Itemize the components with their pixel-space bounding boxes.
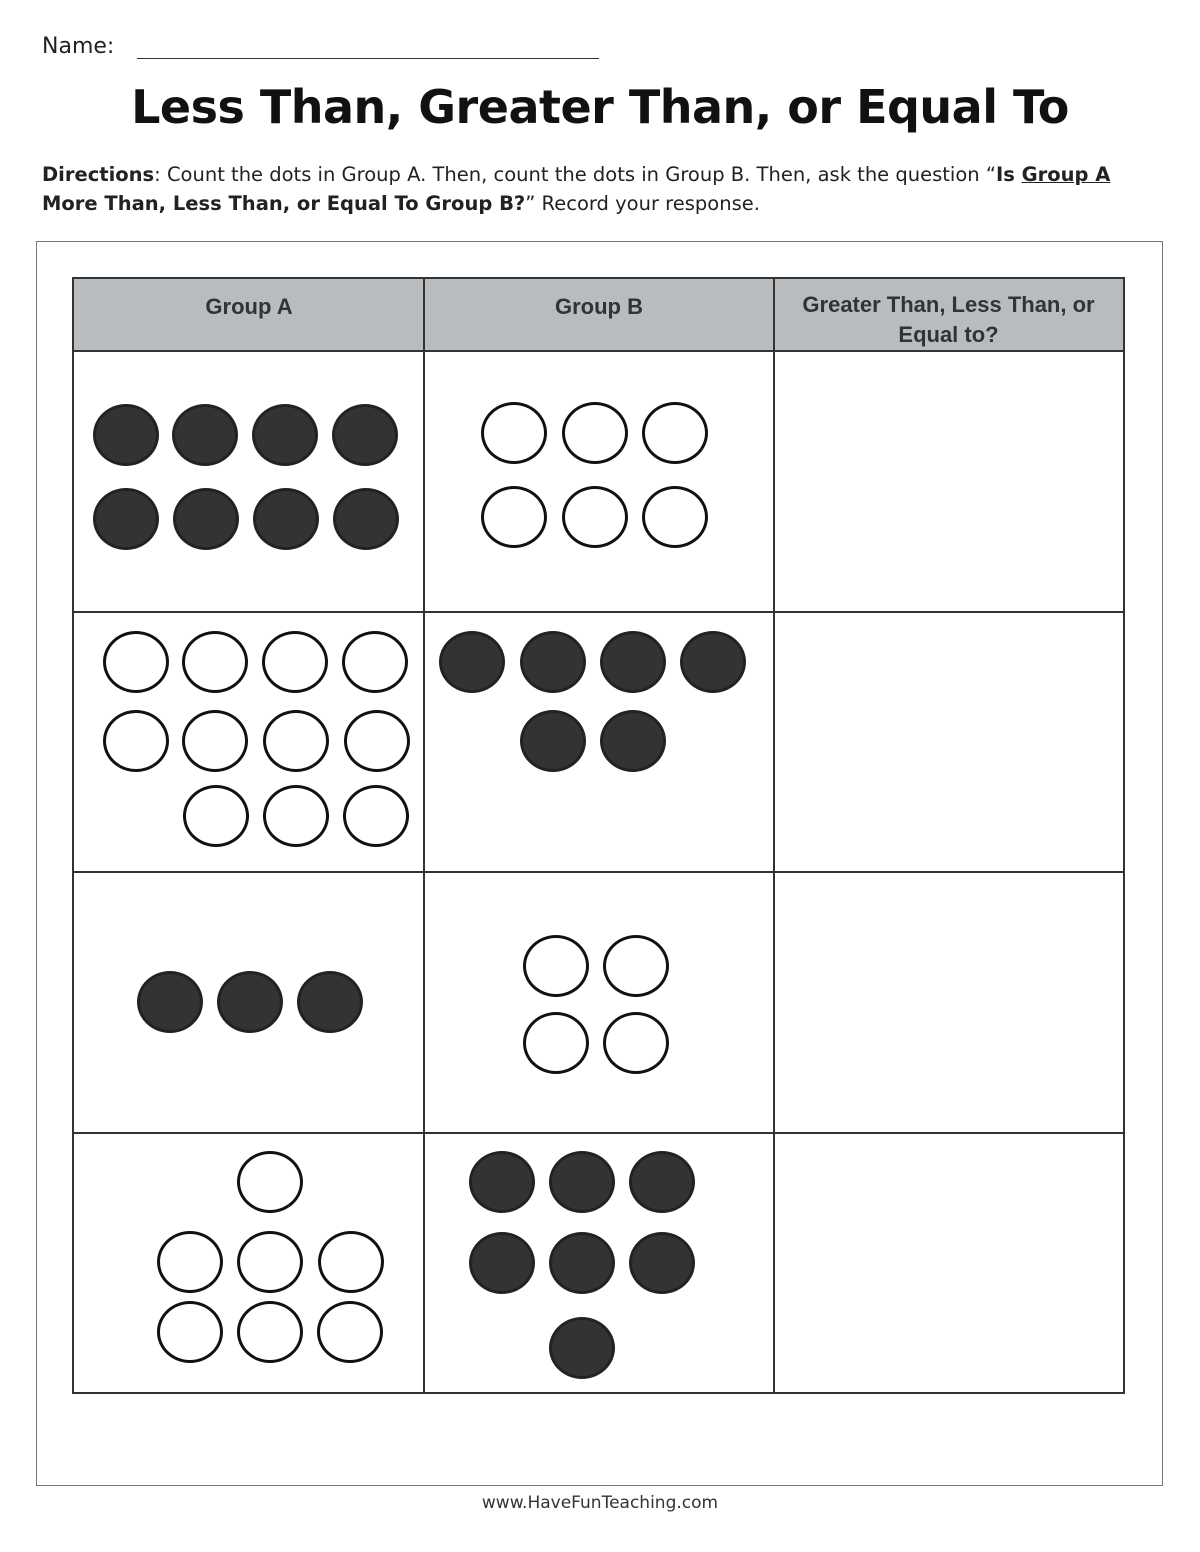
filled-dot bbox=[600, 710, 666, 772]
filled-dot bbox=[93, 404, 159, 466]
comparison-table bbox=[72, 277, 1125, 1394]
empty-dot bbox=[481, 486, 547, 548]
empty-dot bbox=[317, 1301, 383, 1363]
filled-dot bbox=[549, 1317, 615, 1379]
empty-dot bbox=[343, 785, 409, 847]
header-answer: Greater Than, Less Than, or Equal to? bbox=[774, 279, 1123, 352]
empty-dot bbox=[237, 1231, 303, 1293]
empty-dot bbox=[263, 710, 329, 772]
filled-dot bbox=[439, 631, 505, 693]
filled-dot bbox=[252, 404, 318, 466]
answer-cell-2[interactable] bbox=[775, 613, 1123, 871]
empty-dot bbox=[263, 785, 329, 847]
filled-dot bbox=[600, 631, 666, 693]
filled-dot bbox=[253, 488, 319, 550]
directions-question-2: More Than, Less Than, or Equal To Group B? bbox=[42, 192, 526, 215]
filled-dot bbox=[549, 1151, 615, 1213]
answer-cell-3[interactable] bbox=[775, 873, 1123, 1132]
empty-dot bbox=[103, 710, 169, 772]
header-group-b: Group B bbox=[424, 279, 774, 352]
empty-dot bbox=[183, 785, 249, 847]
answer-cell-4[interactable] bbox=[775, 1134, 1123, 1392]
filled-dot bbox=[93, 488, 159, 550]
empty-dot bbox=[642, 402, 708, 464]
empty-dot bbox=[237, 1151, 303, 1213]
answer-cell-1[interactable] bbox=[775, 352, 1123, 611]
directions-question-1: Is bbox=[995, 163, 1022, 186]
empty-dot bbox=[182, 631, 248, 693]
empty-dot bbox=[103, 631, 169, 693]
filled-dot bbox=[137, 971, 203, 1033]
worksheet-title: Less Than, Greater Than, or Equal To bbox=[131, 80, 1069, 134]
filled-dot bbox=[469, 1232, 535, 1294]
empty-dot bbox=[562, 402, 628, 464]
empty-dot bbox=[157, 1231, 223, 1293]
name-line[interactable] bbox=[137, 58, 599, 59]
empty-dot bbox=[318, 1231, 384, 1293]
empty-dot bbox=[642, 486, 708, 548]
empty-dot bbox=[157, 1301, 223, 1363]
filled-dot bbox=[469, 1151, 535, 1213]
filled-dot bbox=[680, 631, 746, 693]
filled-dot bbox=[629, 1151, 695, 1213]
header-group-a: Group A bbox=[74, 279, 424, 352]
filled-dot bbox=[333, 488, 399, 550]
filled-dot bbox=[520, 631, 586, 693]
directions-label: Directions bbox=[42, 163, 155, 186]
empty-dot bbox=[344, 710, 410, 772]
filled-dot bbox=[173, 488, 239, 550]
name-label: Name: bbox=[42, 34, 115, 59]
directions-question-underlined: Group A bbox=[1021, 163, 1111, 186]
empty-dot bbox=[603, 935, 669, 997]
filled-dot bbox=[297, 971, 363, 1033]
empty-dot bbox=[562, 486, 628, 548]
empty-dot bbox=[182, 710, 248, 772]
empty-dot bbox=[481, 402, 547, 464]
directions-text: : Count the dots in Group A. Then, count the dots in Group B. Then, ask the question “ bbox=[154, 163, 996, 186]
empty-dot bbox=[237, 1301, 303, 1363]
empty-dot bbox=[342, 631, 408, 693]
filled-dot bbox=[217, 971, 283, 1033]
column-divider bbox=[423, 279, 425, 1392]
empty-dot bbox=[603, 1012, 669, 1074]
filled-dot bbox=[332, 404, 398, 466]
filled-dot bbox=[520, 710, 586, 772]
empty-dot bbox=[262, 631, 328, 693]
directions-text-end: ” Record your response. bbox=[525, 192, 760, 215]
footer-url: www.HaveFunTeaching.com bbox=[481, 1493, 719, 1513]
directions bbox=[42, 160, 1157, 218]
filled-dot bbox=[629, 1232, 695, 1294]
filled-dot bbox=[172, 404, 238, 466]
filled-dot bbox=[549, 1232, 615, 1294]
empty-dot bbox=[523, 1012, 589, 1074]
empty-dot bbox=[523, 935, 589, 997]
